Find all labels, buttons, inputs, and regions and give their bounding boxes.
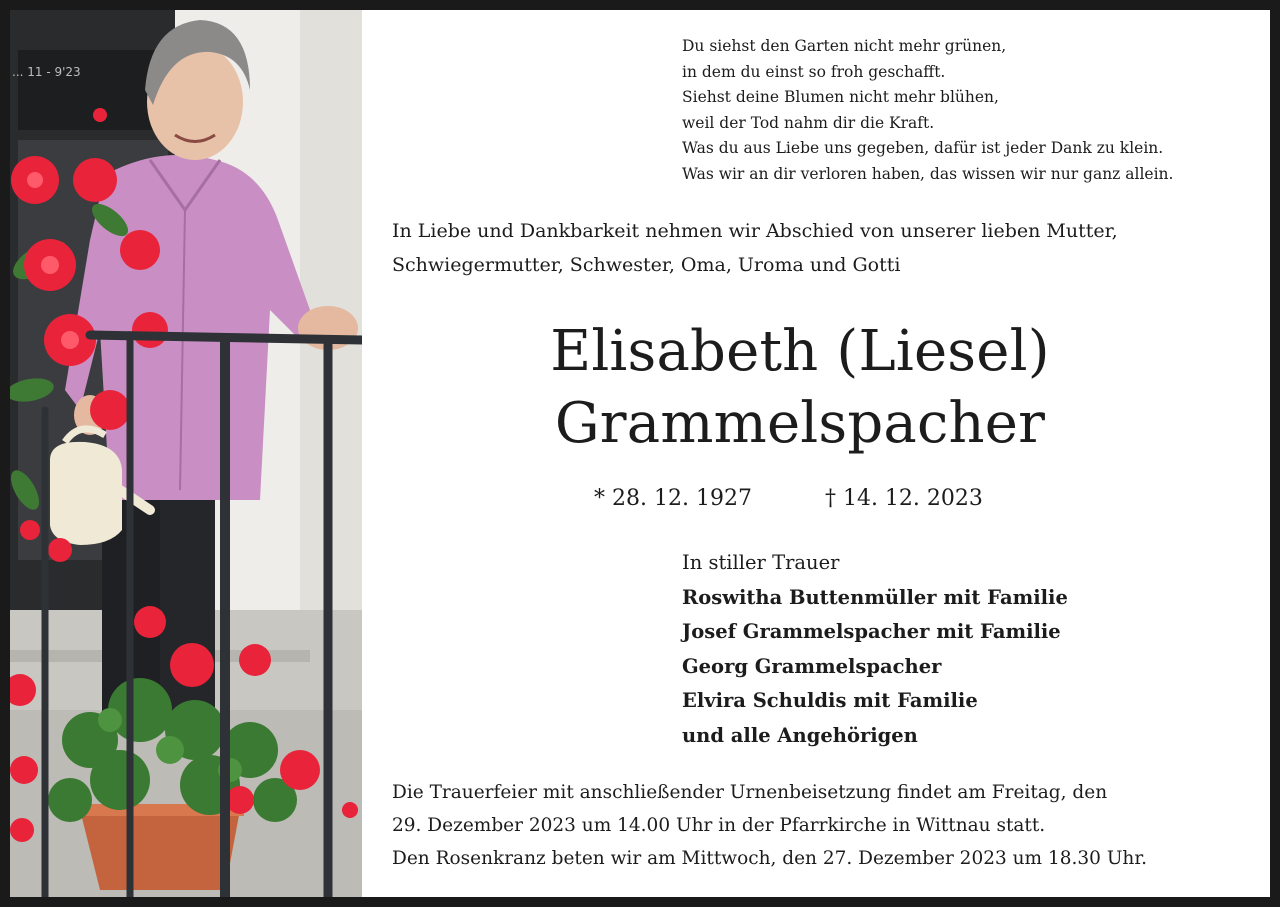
poem: [682, 34, 1173, 187]
poem-line: in dem du einst so froh geschafft.: [682, 62, 946, 81]
service-line: 29. Dezember 2023 um 14.00 Uhr in der Pfarrkirche in Wittnau statt.: [392, 815, 1046, 836]
poem-line: Was wir an dir verloren haben, das wissen wir nur ganz allein.: [682, 164, 1174, 183]
deceased-name-line-1: Elisabeth (Liesel): [550, 319, 1050, 384]
obituary-notice: [10, 10, 1270, 897]
intro-line: In Liebe und Dankbarkeit nehmen wir Abschied von unserer lieben Mutter,: [392, 220, 1118, 242]
mourner-name: Josef Grammelspacher mit Familie: [682, 620, 1061, 643]
service-details: [392, 776, 1147, 875]
intro-paragraph: [392, 214, 1118, 282]
poem-line: weil der Tod nahm dir die Kraft.: [682, 113, 935, 132]
service-line: Den Rosenkranz beten wir am Mittwoch, den 27. Dezember 2023 um 18.30 Uhr.: [392, 848, 1148, 869]
life-dates: [594, 484, 983, 514]
deceased-name: [362, 316, 1238, 460]
intro-line: Schwiegermutter, Schwester, Oma, Uroma und Gotti: [392, 254, 901, 276]
notice-text: [362, 10, 1270, 897]
birth-date: * 28. 12. 1927: [594, 486, 752, 511]
mourners-lead: In stiller Trauer: [682, 551, 840, 574]
death-date: † 14. 12. 2023: [824, 486, 983, 511]
mourners-list: [682, 546, 1068, 753]
service-line: Die Trauerfeier mit anschließender Urnenbeisetzung findet am Freitag, den: [392, 782, 1108, 803]
mourner-name: Elvira Schuldis mit Familie: [682, 689, 978, 712]
mourner-name: und alle Angehörigen: [682, 723, 918, 747]
poem-line: Siehst deine Blumen nicht mehr blühen,: [682, 88, 999, 106]
portrait-photo: [10, 10, 362, 897]
poem-line: Was du aus Liebe uns gegeben, dafür ist jeder Dank zu klein.: [682, 139, 1164, 157]
mourner-name: Georg Grammelspacher: [682, 654, 942, 678]
deceased-name-line-2: Grammelspacher: [554, 391, 1046, 456]
door-inscription: ... 11 - 9'23: [12, 65, 81, 79]
mourner-name: Roswitha Buttenmüller mit Familie: [682, 585, 1068, 609]
poem-line: Du siehst den Garten nicht mehr grünen,: [682, 37, 1007, 55]
